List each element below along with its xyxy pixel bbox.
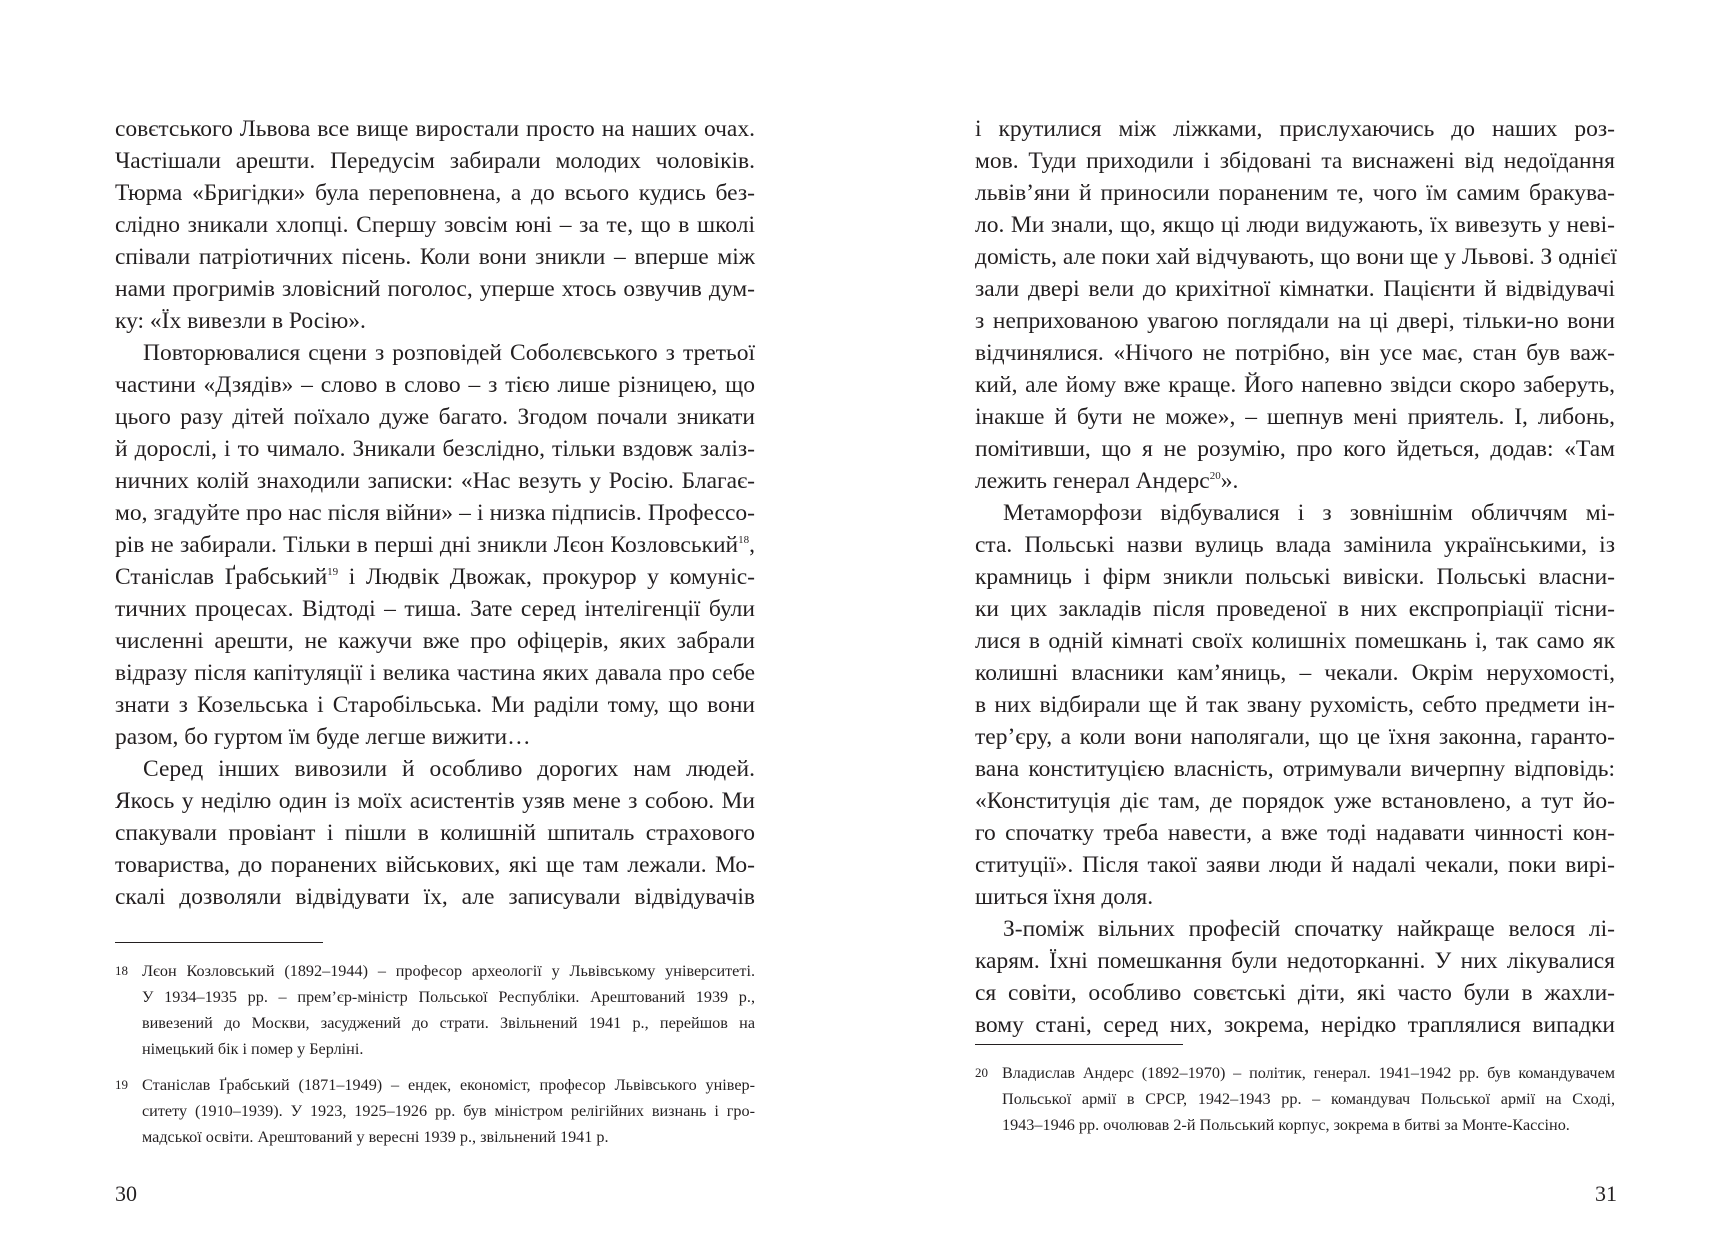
- text-line: частини «Дзядів» – слово в слово – з тією лише різницею, що: [115, 372, 755, 398]
- footnote-ref[interactable]: 18: [738, 534, 750, 547]
- text-line: Якось у неділю один із моїх асистентів узяв мене з собою. Ми: [115, 788, 755, 814]
- footnote-line: У 1934–1935 рр. – прем’єр-міністр Польської Республіки. Арештований 1939 р.,: [142, 988, 755, 1006]
- text-line: ки цих закладів після проведеної в них експропріації тісни-: [975, 596, 1615, 622]
- text-line: кий, але йому вже краще. Його напевно звідси скоро заберуть,: [975, 372, 1615, 398]
- footnote-divider: [115, 942, 323, 943]
- text-line: домість, але поки хай відчувають, що вони ще у Львові. З однієї: [975, 244, 1617, 270]
- text-line: скалі дозволяли відвідувати їх, але записували відвідувачів: [115, 884, 755, 910]
- text-line: лися в одній кімнаті своїх колишніх помешкань і, так само як: [975, 628, 1615, 654]
- text-line: львів’яни й приносили пораненим те, чого їм самим бракува-: [975, 180, 1615, 206]
- footnote-line: мадської освіти. Арештований у вересні 1939 р., звільнений 1941 р.: [142, 1128, 609, 1146]
- text-line: колишні власники кам’яниць, – чекали. Окрім нерухомості,: [975, 660, 1615, 686]
- right-body-text: [975, 113, 1615, 1041]
- text-line: «Конституція діє там, де порядок уже встановлено, а тут йо-: [975, 788, 1615, 814]
- text-line: в них відбирали ще й так звану рухомість, себто предмети ін-: [975, 692, 1615, 718]
- left-body-text: [115, 113, 755, 913]
- page-number: 30: [115, 1181, 137, 1206]
- text-line: ничних колій знаходили записки: «Нас везуть у Росію. Благає-: [115, 468, 755, 494]
- text-line: інакше й бути не може», – шепнув мені приятель. І, либонь,: [975, 404, 1615, 430]
- text-segment: ,: [749, 532, 755, 558]
- text-line: нами прогримів зловісний поголос, уперше хтось озвучив дум-: [115, 276, 755, 302]
- text-line: з неприхованою увагою поглядали на ці двері, тільки-но вони: [975, 308, 1615, 334]
- text-line-with-ref: [115, 561, 755, 593]
- text-line: численні арешти, не кажучи вже про офіцерів, яких забрали: [115, 628, 755, 654]
- text-line: слідно зникали хлопці. Спершу зовсім юні – за те, що в школі: [115, 212, 755, 238]
- footnote-line: вивезений до Москви, засуджений до страти. Звільнений 1941 р., перейшов на: [142, 1014, 755, 1032]
- right-footnotes: [975, 1060, 1615, 1148]
- text-line: ся совіти, особливо совєтські діти, які часто були в жахли-: [975, 980, 1615, 1006]
- text-line: вому стані, серед них, зокрема, нерідко траплялися випадки: [975, 1012, 1615, 1038]
- footnote-line: Станіслав Ґрабський (1871–1949) – ендек, економіст, професор Львівського універ-: [142, 1076, 755, 1094]
- right-page: [856, 0, 1713, 1258]
- text-line: мо, згадуйте про нас після війни» – і низка підписів. Профессо-: [115, 500, 755, 526]
- page-number: 31: [1595, 1181, 1617, 1206]
- footnote-number: 20: [975, 1065, 988, 1080]
- text-line: Серед інших вивозили й особливо дорогих нам людей.: [143, 756, 755, 782]
- footnote-line: ситету (1910–1939). У 1923, 1925–1926 рр. був міністром релігійних визнань і гро-: [142, 1102, 755, 1120]
- text-line: знати з Козельська і Старобільська. Ми раділи тому, що вони: [115, 692, 755, 718]
- footnote-divider: [975, 1044, 1183, 1045]
- text-line: помітивши, що я не розумію, про кого йдеться, додав: «Там: [975, 436, 1615, 462]
- footnote: [115, 1072, 755, 1150]
- footnote-line: Польської армії в СРСР, 1942–1943 рр. – командувач Польської армії на Сході,: [1002, 1090, 1615, 1108]
- text-line: товариства, до поранених військових, які ще там лежали. Мо-: [115, 852, 755, 878]
- text-line: карям. Їхні помешкання були недоторканні. У них лікувалися: [975, 948, 1615, 974]
- text-segment: рів не забирали. Тільки в перші дні зникли Лєон Козловський: [115, 532, 739, 558]
- text-line: відчинялися. «Нічого не потрібно, він усе має, стан був важ-: [975, 340, 1615, 366]
- text-line: тер’єру, а коли вони наполягали, що це їхня законна, гаранто-: [975, 724, 1615, 750]
- text-line: спакували провіант і пішли в колишній шпиталь страхового: [115, 820, 755, 846]
- text-line: крамниць і фірм зникли польські вивіски. Польські власни-: [975, 564, 1615, 590]
- text-line: й дорослі, і то чимало. Зникали безслідно, тільки вздовж заліз-: [115, 436, 755, 462]
- text-line: Тюрма «Бригідки» була переповнена, а до всього кудись без-: [115, 180, 755, 206]
- text-line: Частішали арешти. Передусім забирали молодих чоловіків.: [115, 148, 755, 174]
- text-segment: ».: [1220, 468, 1239, 494]
- text-segment: лежить генерал Андерс: [975, 468, 1210, 494]
- text-line: совєтського Львова все вище виростали просто на наших очах.: [115, 116, 755, 142]
- text-line: го спочатку треба навести, а вже тоді надавати чинності кон-: [975, 820, 1615, 846]
- footnote-number: 19: [115, 1077, 128, 1092]
- text-line-with-ref: [975, 465, 1615, 497]
- text-segment: і Людвік Двожак, прокурор у комуніс-: [338, 564, 756, 590]
- text-line: Метаморфози відбувалися і з зовнішнім обличчям мі-: [1003, 500, 1615, 526]
- text-line: мов. Туди приходили і збідовані та виснажені від недоїдання: [975, 148, 1615, 174]
- text-line: разом, бо гуртом їм буде легше вижити…: [115, 724, 531, 750]
- footnote: [975, 1060, 1615, 1138]
- text-line: тичних процесах. Відтоді – тиша. Зате серед інтелігенції були: [115, 596, 755, 622]
- text-line-with-ref: [115, 529, 755, 561]
- text-line: ло. Ми знали, що, якщо ці люди видужають, їх вивезуть у неві-: [975, 212, 1615, 238]
- footnote-ref[interactable]: 20: [1209, 470, 1221, 483]
- footnote-line: Владислав Андерс (1892–1970) – політик, генерал. 1941–1942 рр. був командувачем: [1002, 1064, 1615, 1082]
- footnote-line: 1943–1946 рр. очолював 2-й Польський корпус, зокрема в битві за Монте-Кассіно.: [1002, 1116, 1570, 1134]
- text-line: цього разу дітей поїхало дуже багато. Згодом почали зникати: [115, 404, 755, 430]
- text-line: і крутилися між ліжками, прислухаючись до наших роз-: [975, 116, 1615, 142]
- text-line: відразу після капітуляції і велика частина яких давала про себе: [115, 660, 755, 686]
- text-line: співали патріотичних пісень. Коли вони зникли – вперше між: [115, 244, 755, 270]
- text-line: З-поміж вільних професій спочатку найкраще велося лі-: [1003, 916, 1615, 942]
- text-segment: Станіслав Ґрабський: [115, 564, 328, 590]
- text-line: шиться їхня доля.: [975, 884, 1154, 910]
- footnote-number: 18: [115, 963, 128, 978]
- text-line: вана конституцією власність, отримували вичерпну відповідь:: [975, 756, 1615, 782]
- left-footnotes: [115, 958, 755, 1160]
- footnote-ref[interactable]: 19: [327, 566, 339, 579]
- footnote-line: Лєон Козловський (1892–1944) – професор археології у Львівському університеті.: [142, 962, 755, 980]
- text-line: зали двері вели до крихітної кімнатки. Пацієнти й відвідувачі: [975, 276, 1615, 302]
- footnote-line: німецький бік і помер у Берліні.: [142, 1040, 364, 1058]
- text-line: ституції». Після такої заяви люди й надалі чекали, поки вирі-: [975, 852, 1615, 878]
- text-line: ста. Польські назви вулиць влада замінила українськими, із: [975, 532, 1615, 558]
- text-line: Повторювалися сцени з розповідей Соболєвського з третьої: [143, 340, 755, 366]
- left-page: [0, 0, 856, 1258]
- footnote: [115, 958, 755, 1062]
- text-line: ку: «Їх вивезли в Росію».: [115, 308, 366, 334]
